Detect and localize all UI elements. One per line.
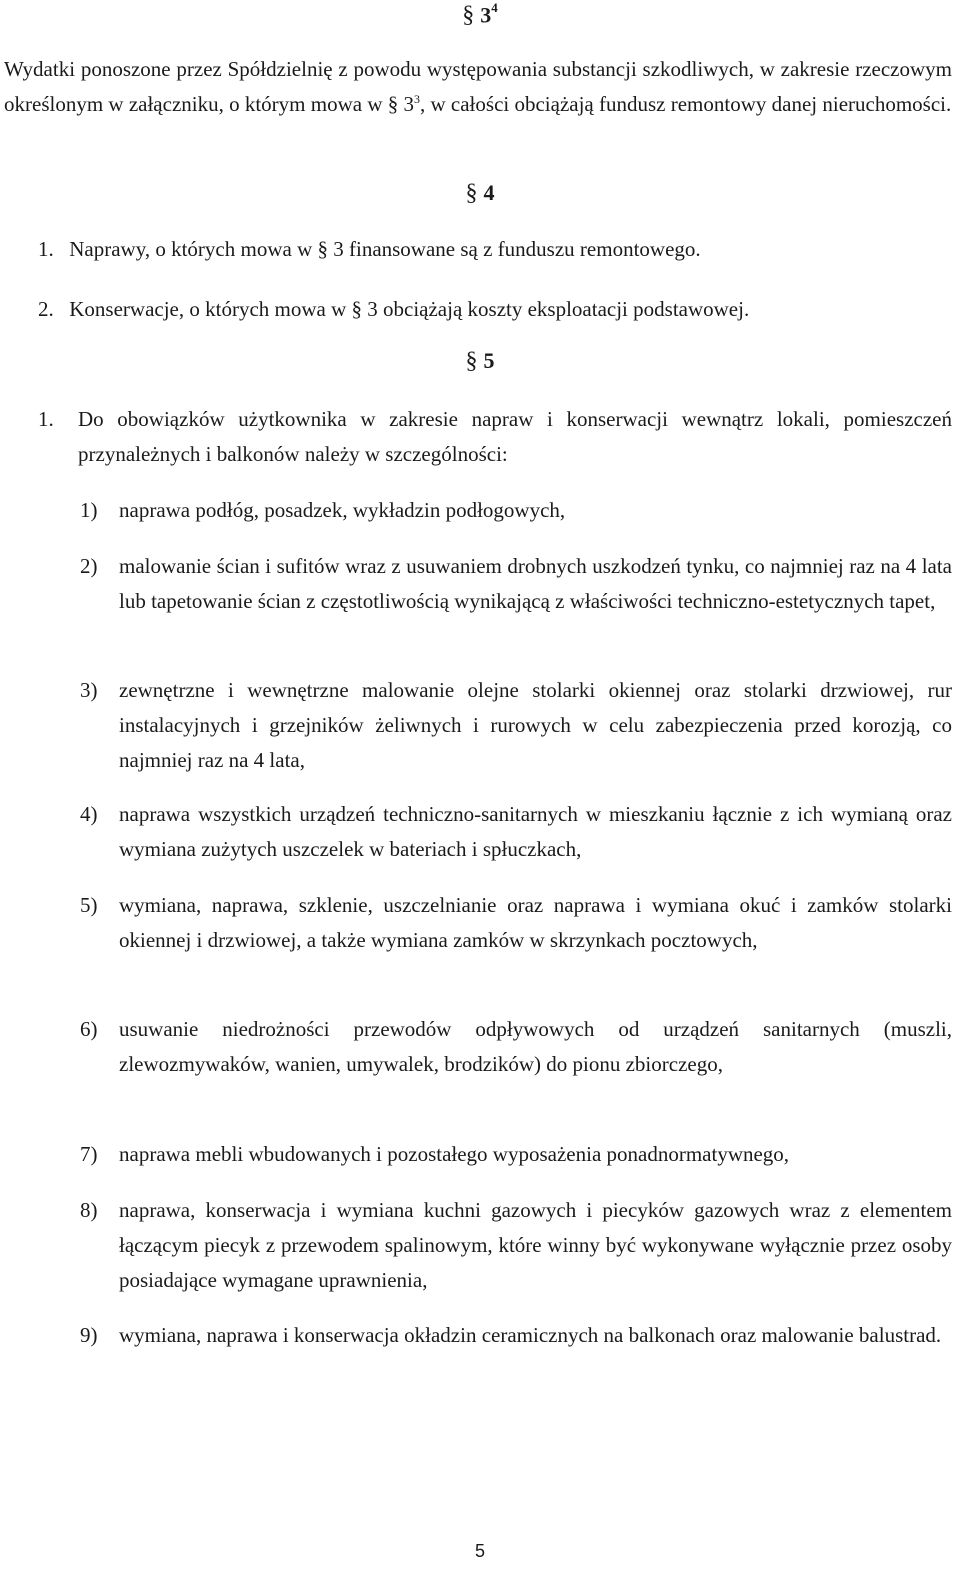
- item-text: wymiana, naprawa i konserwacja okładzin ceramicznych na balkonach oraz malowanie balustrad.: [119, 1323, 942, 1347]
- list-item: [80, 797, 952, 867]
- section-heading-4: [0, 180, 960, 207]
- item-text: naprawa, konserwacja i wymiana kuchni gazowych i piecyków gazowych wraz z elementem łączącym piecyk z przewodem spalinowym, które winny być wykonywane wyłącznie przez osoby posiadające wymagane uprawnienia,: [119, 1198, 952, 1292]
- point-number: 1.: [38, 237, 54, 261]
- item-number: 1): [80, 498, 98, 522]
- item-text: zewnętrzne i wewnętrzne malowanie olejne stolarki okiennej oraz stolarki drzwiowej, rur instalacyjnych i grzejników żeliwnych i rurowych w celu zabezpieczenia przed korozją, co najmniej raz na 4 lata,: [119, 678, 952, 772]
- paragraph-text-part1: Wydatki ponoszone przez Spółdzielnię z powodu występowania substancji szkodliwych, w zakresie rzeczowym określonym w załączniku, o którym mowa w § 3: [4, 57, 952, 116]
- item-text: naprawa wszystkich urządzeń techniczno-sanitarnych w mieszkaniu łącznie z ich wymianą oraz wymiana zużytych uszczelek w bateriach i spłuczkach,: [119, 802, 952, 861]
- paragraph-text-part2: , w całości obciążają fundusz remontowy danej nieruchomości.: [420, 92, 952, 116]
- item-number: 7): [80, 1142, 98, 1166]
- point-text: Naprawy, o których mowa w § 3 finansowane są z funduszu remontowego.: [69, 237, 701, 261]
- item-text: naprawa podłóg, posadzek, wykładzin podłogowych,: [119, 498, 566, 522]
- page-number: 5: [474, 1541, 485, 1561]
- item-text: usuwanie niedrożności przewodów odpływowych od urządzeń sanitarnych (muszli, zlewozmywaków, wanien, umywalek, brodzików) do pionu zbiorczego,: [119, 1017, 952, 1076]
- section-5-intro: [38, 402, 952, 472]
- list-item: [80, 888, 952, 958]
- list-item: [80, 1193, 952, 1298]
- list-item: [80, 673, 952, 778]
- item-number: 3): [80, 678, 98, 702]
- item-text: naprawa mebli wbudowanych i pozostałego wyposażenia ponadnormatywnego,: [119, 1142, 790, 1166]
- item-text: malowanie ścian i sufitów wraz z usuwaniem drobnych uszkodzeń tynku, co najmniej raz na 4 lata lub tapetowanie ścian z częstotliwością wynikającą z właściwości techniczno-estetycznych tapet,: [119, 554, 952, 613]
- section-3-4-paragraph: [4, 52, 952, 122]
- section-4-point-2: [38, 292, 749, 327]
- list-item: [80, 493, 952, 528]
- section-symbol: §: [465, 348, 478, 374]
- section-4-point-1: [38, 232, 701, 267]
- list-item: [80, 1137, 952, 1172]
- item-text: wymiana, naprawa, szklenie, uszczelnianie oraz naprawa i wymiana okuć i zamków stolarki okiennej i drzwiowej, a także wymiana zamków w skrzynkach pocztowych,: [119, 893, 952, 952]
- section-superscript: 4: [491, 0, 498, 15]
- item-number: 4): [80, 802, 98, 826]
- section-number: 4: [483, 180, 495, 205]
- item-number: 2): [80, 554, 98, 578]
- section-number: 3: [480, 2, 492, 28]
- list-item: [80, 1318, 952, 1353]
- point-number: 2.: [38, 297, 54, 321]
- item-number: 5): [80, 893, 98, 917]
- section-number: 5: [483, 348, 495, 373]
- section-heading-5: [0, 348, 960, 375]
- intro-number: 1.: [38, 407, 54, 431]
- point-text: Konserwacje, o których mowa w § 3 obciążają koszty eksploatacji podstawowej.: [69, 297, 750, 321]
- section-symbol: §: [462, 2, 475, 29]
- list-item: [80, 549, 952, 619]
- list-item: [80, 1012, 952, 1082]
- section-symbol: §: [465, 180, 478, 206]
- item-number: 8): [80, 1198, 98, 1222]
- intro-text: Do obowiązków użytkownika w zakresie napraw i konserwacji wewnątrz lokali, pomieszczeń przynależnych i balkonów należy w szczególności:: [78, 407, 952, 466]
- item-number: 9): [80, 1323, 98, 1347]
- section-heading-3-4: [0, 2, 960, 29]
- paragraph-superscript: 3: [414, 92, 420, 106]
- item-number: 6): [80, 1017, 98, 1041]
